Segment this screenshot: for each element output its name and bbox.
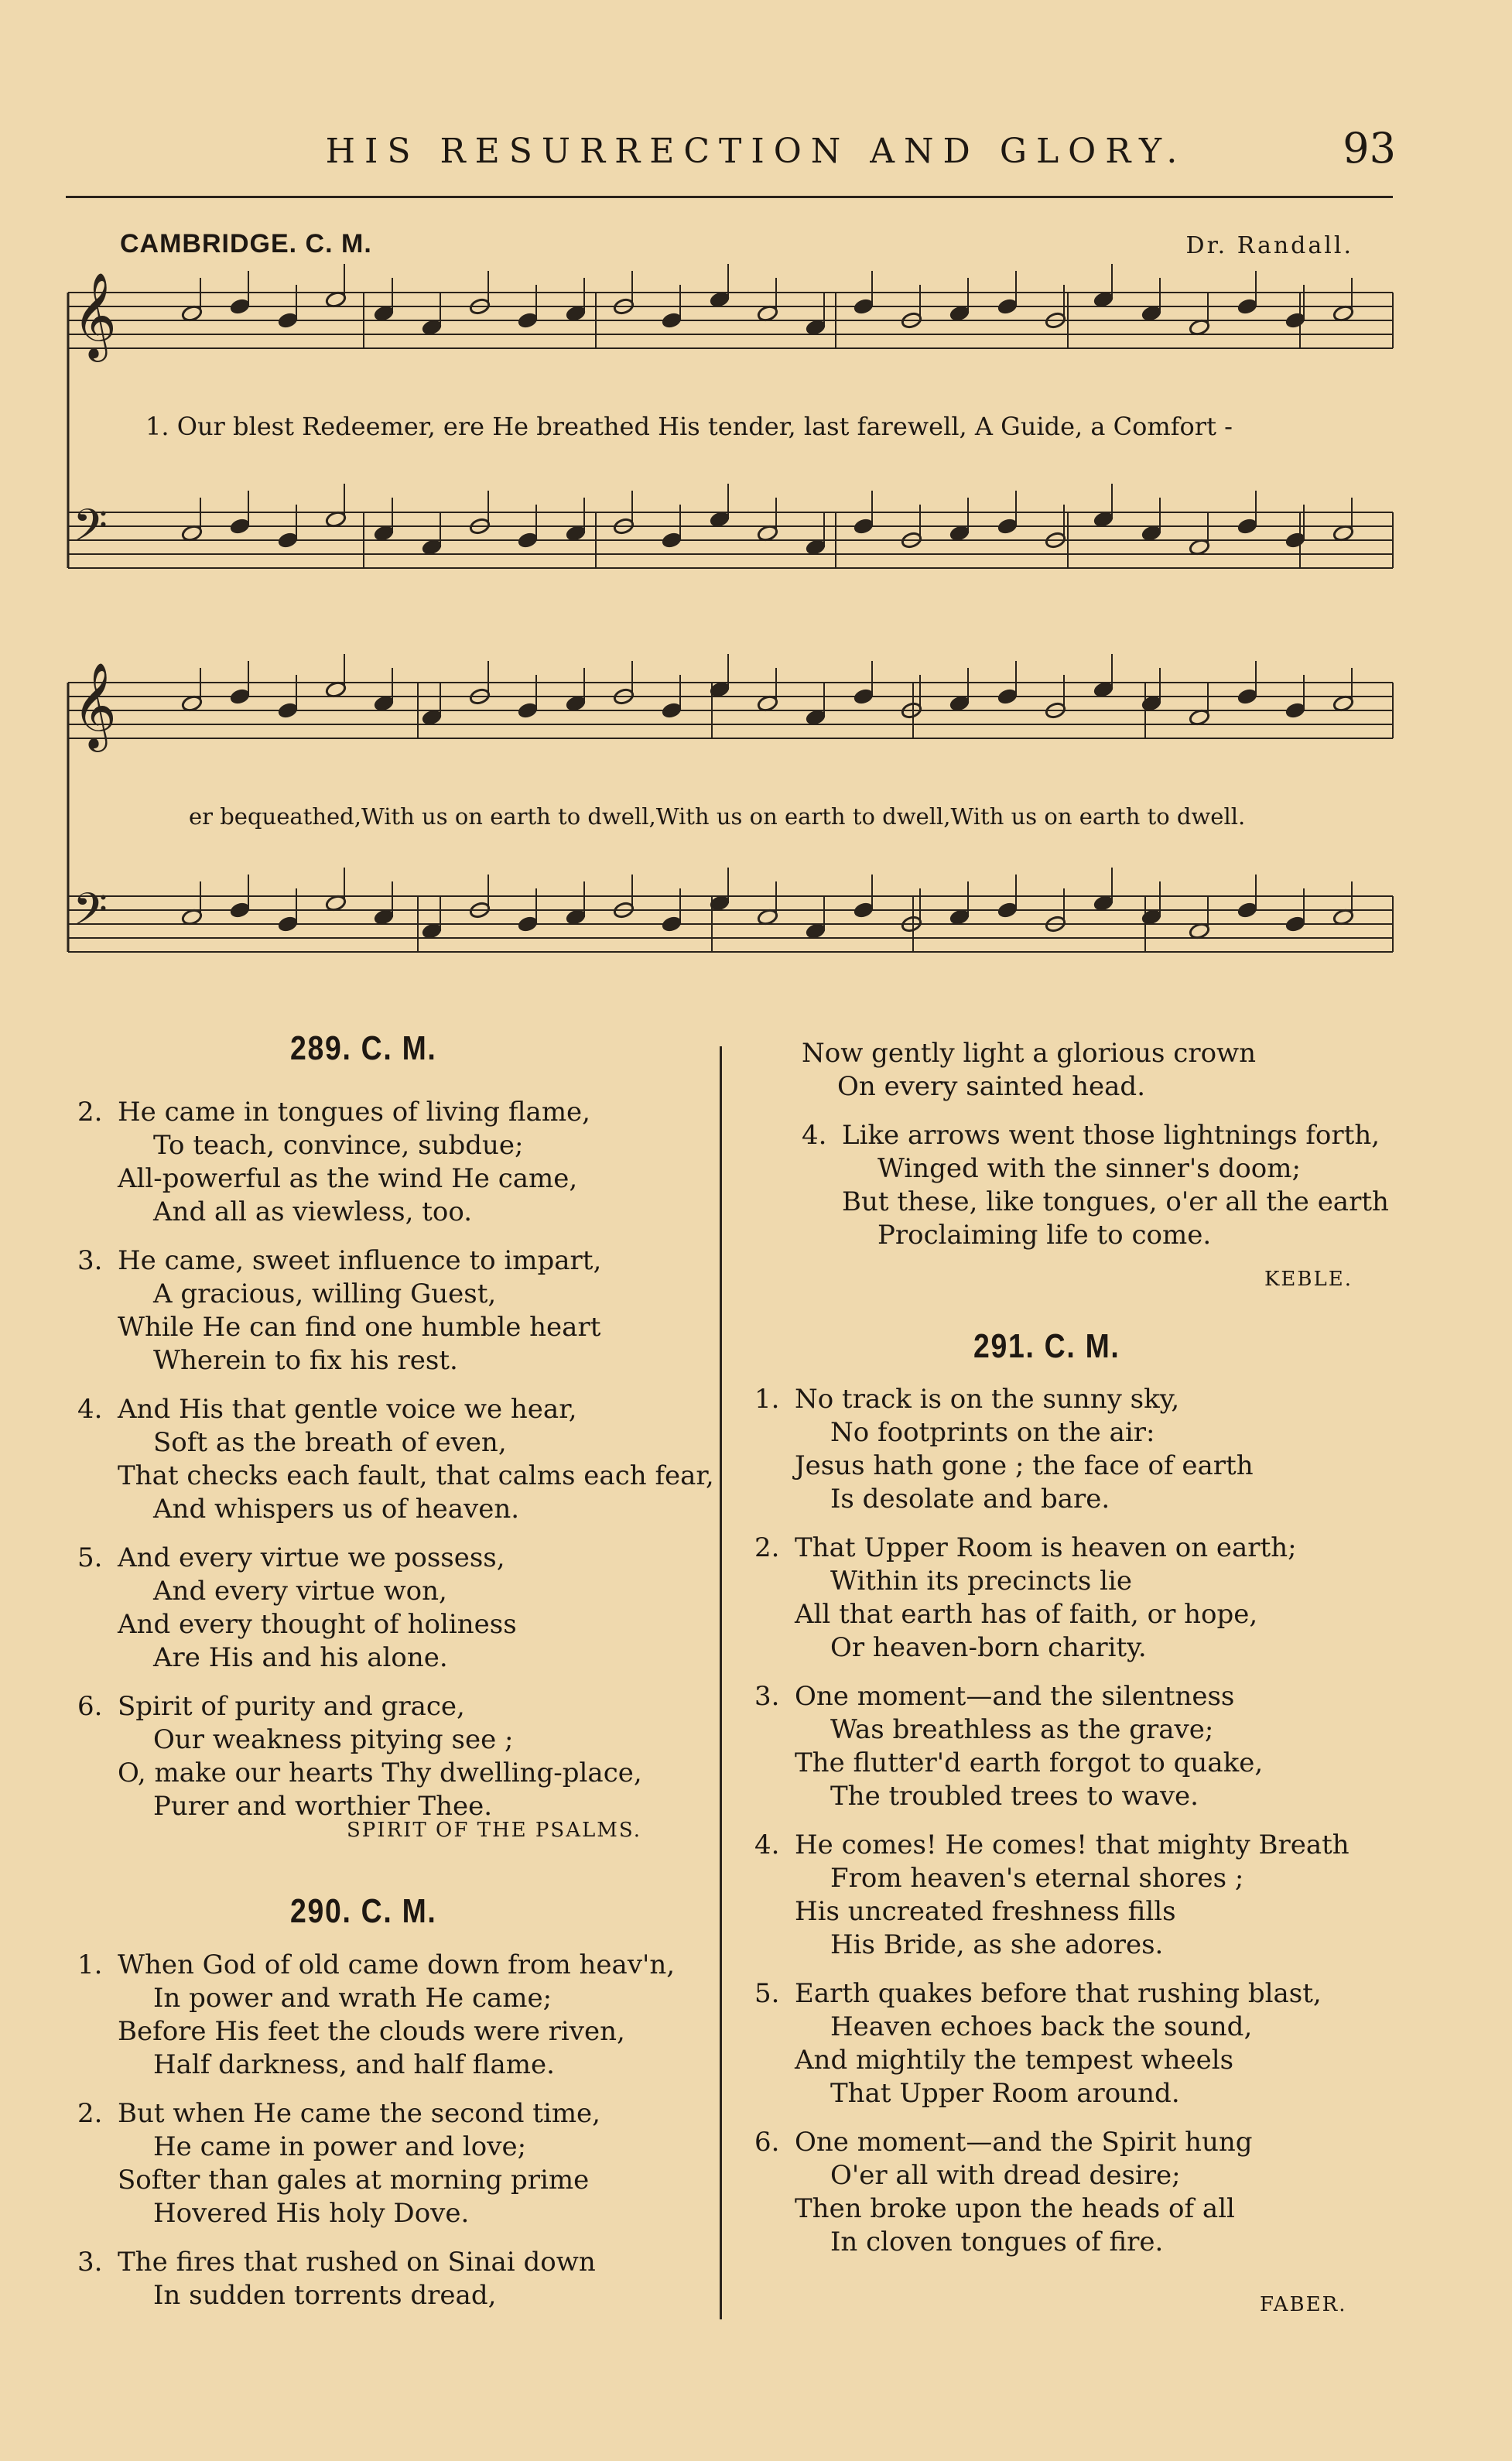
verse [77,1690,714,1823]
verse-line: While He can find one humble heart [118,1312,601,1343]
verse-line: Then broke upon the heads of all [795,2193,1235,2224]
verse [802,1037,1389,1104]
hymn-290-body-cont [802,1037,1389,1268]
verse-number: 6. [77,1691,103,1722]
verse-line: 5. Earth quakes before that rushing blast, [754,1978,1322,2009]
lyrics-line-2: er bequeathed,With us on earth to dwell,With us on earth to dwell,With us on earth to dwell. [189,803,1246,830]
verse-line: O'er all with dread desire; [830,2160,1181,2191]
verse-line: A gracious, willing Guest, [153,1278,497,1309]
verse-line: He came in power and love; [153,2131,527,2162]
verse-line: Softer than gales at morning prime [118,2165,590,2196]
svg-text:𝄢: 𝄢 [73,883,108,946]
verse-line: 4. Like arrows went those lightnings forth, [802,1120,1380,1151]
verse-line: Or heaven-born charity. [830,1632,1147,1663]
music-score [0,0,1512,1006]
verse-line: 3. One moment—and the silentness [754,1681,1235,1712]
verse-line: And every thought of holiness [118,1609,517,1640]
verse-line: Now gently light a glorious crown [802,1038,1257,1069]
verse-line: The flutter'd earth forgot to quake, [795,1747,1264,1778]
tune-name: CAMBRIDGE. C. M. [120,229,372,258]
composer: Dr. Randall. [1185,232,1353,259]
verse-number: 5. [77,1542,103,1573]
hymn-290-body [77,1949,675,2312]
verse [77,1393,714,1526]
verse-number: 1. [754,1384,780,1415]
verse-line: Half darkness, and half flame. [153,2049,555,2080]
verse-line: That checks each fault, that calms each fear, [118,1460,714,1491]
verse-line: Is desolate and bare. [830,1484,1110,1515]
verse-line: In power and wrath He came; [153,1983,552,2014]
verse-line: All that earth has of faith, or hope, [795,1599,1258,1630]
verse-number: 6. [754,2127,780,2158]
page-number: 93 [1343,124,1396,173]
verse-line: From heaven's eternal shores ; [830,1863,1244,1894]
hymn-289-attribution: SPIRIT OF THE PSALMS. [347,1819,642,1842]
verse-line: And every virtue won, [153,1576,447,1607]
hymn-289-heading: 289. C. M. [290,1029,437,1067]
verse [77,2246,675,2312]
verse [754,1680,1350,1813]
verse-number: 3. [77,2247,103,2278]
verse-line: 1. No track is on the sunny sky, [754,1384,1180,1415]
verse-line: 3. He came, sweet influence to impart, [77,1245,602,1276]
verse [77,1096,714,1229]
verse-number: 2. [754,1532,780,1563]
verse-line: Wherein to fix his rest. [153,1345,458,1376]
hymn-291-attribution: FABER. [1260,2293,1347,2316]
verse [754,1829,1350,1962]
verse-line: 2. That Upper Room is heaven on earth; [754,1532,1297,1563]
running-header: HIS RESURRECTION AND GLORY. [325,132,1187,171]
verse-line: But these, like tongues, o'er all the earth [842,1186,1389,1217]
verse-line: To teach, convince, subdue; [153,1130,524,1161]
verse-line: His Bride, as she adores. [830,1929,1164,1960]
verse-line: 2. He came in tongues of living flame, [77,1097,590,1128]
svg-text:𝄞: 𝄞 [73,662,117,748]
verse-number: 3. [77,1245,103,1276]
verse [754,1977,1350,2110]
verse-line: Winged with the sinner's doom; [877,1153,1301,1184]
verse-line: 2. But when He came the second time, [77,2098,600,2129]
verse-line: 1. When God of old came down from heav'n, [77,1949,676,1980]
verse-line: Was breathless as the grave; [830,1714,1214,1745]
hymn-290-heading: 290. C. M. [290,1892,437,1930]
verse [77,1542,714,1675]
verse-line: No footprints on the air: [830,1417,1155,1448]
verse-line: Within its precincts lie [830,1566,1132,1597]
svg-text:𝄢: 𝄢 [73,499,108,563]
verse-line: On every sainted head. [837,1071,1146,1102]
column-divider [720,1046,722,2319]
verse [802,1119,1389,1252]
verse-line: 5. And every virtue we possess, [77,1542,505,1573]
verse-number: 2. [77,1097,103,1128]
verse-line: 6. One moment—and the Spirit hung [754,2127,1253,2158]
verse-line: Proclaiming life to come. [877,1220,1212,1251]
svg-text:𝄞: 𝄞 [73,272,117,358]
verse-number: 1. [77,1949,103,1980]
hymn-290-attribution: KEBLE. [1264,1268,1353,1291]
verse-line: In cloven tongues of fire. [830,2227,1164,2257]
verse-line: Purer and worthier Thee. [153,1791,493,1822]
verse-line: And all as viewless, too. [153,1196,473,1227]
verse-line: O, make our hearts Thy dwelling-place, [118,1758,642,1788]
verse [77,2097,675,2230]
verse-number: 3. [754,1681,780,1712]
verse-line: The troubled trees to wave. [830,1781,1199,1812]
verse-line: Heaven echoes back the sound, [830,2011,1253,2042]
hymn-289-body [77,1096,714,1839]
verse-line: And whispers us of heaven. [153,1494,520,1525]
verse-number: 4. [754,1829,780,1860]
verse-line: 4. He comes! He comes! that mighty Breath [754,1829,1350,1860]
verse-line: Our weakness pitying see ; [153,1724,514,1755]
hymn-291-body [754,1383,1350,2274]
verse [77,1244,714,1378]
verse-line: Are His and his alone. [153,1642,448,1673]
verse-number: 2. [77,2098,103,2129]
verse-line: Soft as the breath of even, [153,1427,507,1458]
verse-line: In sudden torrents dread, [153,2280,497,2311]
lyrics-line-1: 1. Our blest Redeemer, ere He breathed His tender, last farewell, A Guide, a Comfort - [145,412,1233,441]
verse [754,2126,1350,2259]
verse-line: And mightily the tempest wheels [795,2045,1234,2076]
verse [77,1949,675,2082]
verse-line: 6. Spirit of purity and grace, [77,1691,465,1722]
verse [754,1532,1350,1665]
verse-line: 3. The fires that rushed on Sinai down [77,2247,596,2278]
verse-line: His uncreated freshness fills [795,1896,1176,1927]
verse-line: Before His feet the clouds were riven, [118,2016,625,2047]
verse [754,1383,1350,1516]
verse-line: Hovered His holy Dove. [153,2198,470,2229]
verse-line: That Upper Room around. [830,2078,1180,2109]
verse-line: Jesus hath gone ; the face of earth [795,1450,1254,1481]
verse-line: 4. And His that gentle voice we hear, [77,1394,577,1425]
verse-number: 5. [754,1978,780,2009]
verse-number: 4. [802,1120,827,1151]
hymn-291-heading: 291. C. M. [973,1327,1120,1365]
verse-number: 4. [77,1394,103,1425]
verse-line: All-powerful as the wind He came, [118,1163,578,1194]
